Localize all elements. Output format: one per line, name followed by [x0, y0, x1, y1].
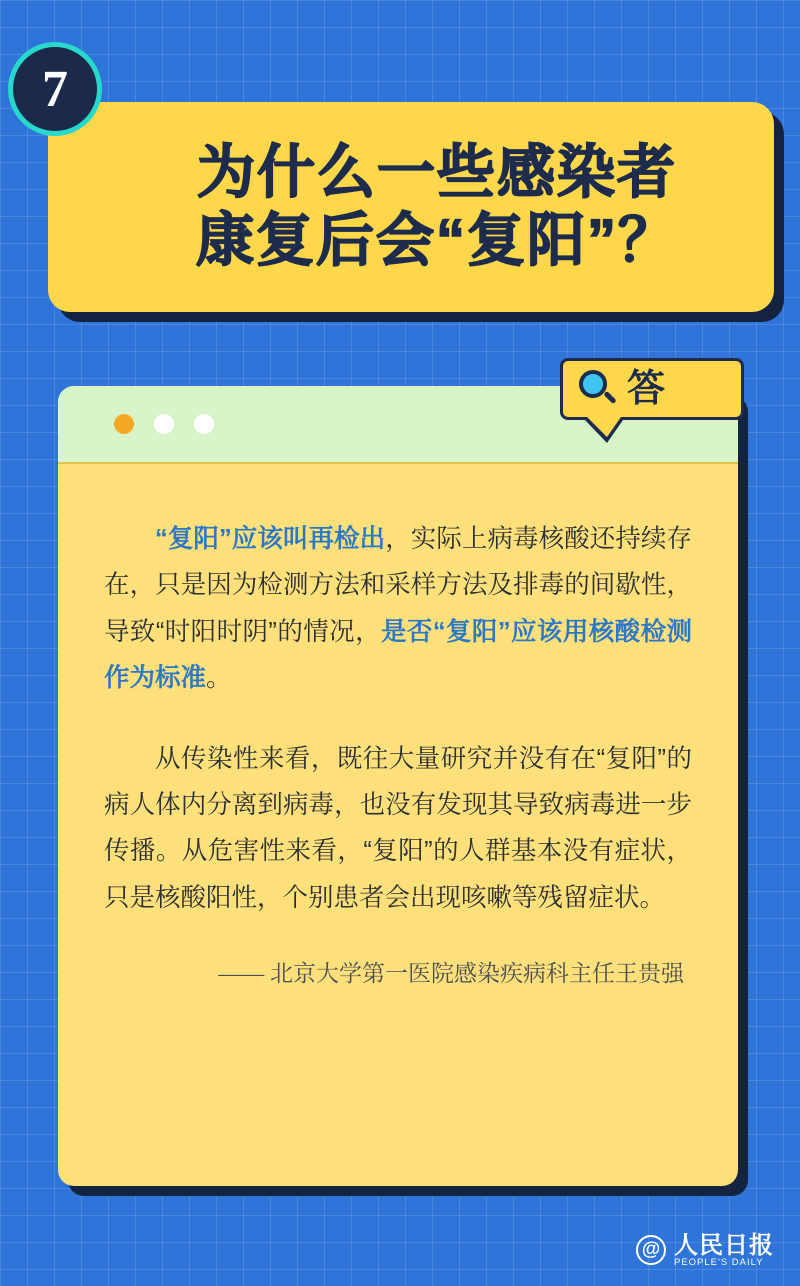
- attribution-line: —— 北京大学第一医院感染疾病科主任王贵强: [218, 961, 684, 987]
- body-text-1: ，实际上病毒核酸还持续存在，只是因为检测方法和采样方法及排毒的间歇性，导致“时阳时阴”的情况，: [104, 525, 692, 646]
- logo-name-cn: 人民日报: [674, 1231, 774, 1259]
- answer-tag: [560, 358, 744, 420]
- magnifier-icon: [579, 370, 617, 408]
- highlight-text-2: 是否“复阳”应该用核酸检测作为标准: [104, 617, 692, 693]
- content-body: [58, 464, 738, 988]
- logo-text-wrap: [674, 1233, 774, 1268]
- window-dot-white-2[interactable]: [194, 414, 214, 434]
- question-line-2: 康复后会“复阳”？: [195, 208, 678, 273]
- question-card: [48, 102, 774, 312]
- answer-tag-wrapper: [560, 358, 744, 420]
- at-symbol-icon: @: [636, 1235, 666, 1265]
- content-window: [58, 386, 738, 1186]
- body-text-2: 。: [206, 664, 232, 693]
- logo-name-en: PEOPLE'S DAILY: [674, 1257, 764, 1269]
- question-line-1: 为什么一些感染者: [196, 139, 677, 205]
- publisher-logo: [636, 1233, 774, 1268]
- window-dot-orange[interactable]: [114, 414, 134, 434]
- answer-paragraph-2: 从传染性来看，既往大量研究并没有在“复阳”的病人体内分离到病毒，也没有发现其导致病毒进一步传播。从危害性来看，“复阳”的人群基本没有症状，只是核酸阳性，个别患者会出现咳嗽等残留症状。: [104, 744, 692, 912]
- highlight-text-1: “复阳”应该叫再检出: [155, 525, 386, 553]
- section-number-badge: 7: [8, 42, 102, 136]
- window-dot-white-1[interactable]: [154, 414, 174, 434]
- answer-tag-label: 答: [627, 368, 666, 410]
- answer-paragraph-1: [104, 516, 692, 702]
